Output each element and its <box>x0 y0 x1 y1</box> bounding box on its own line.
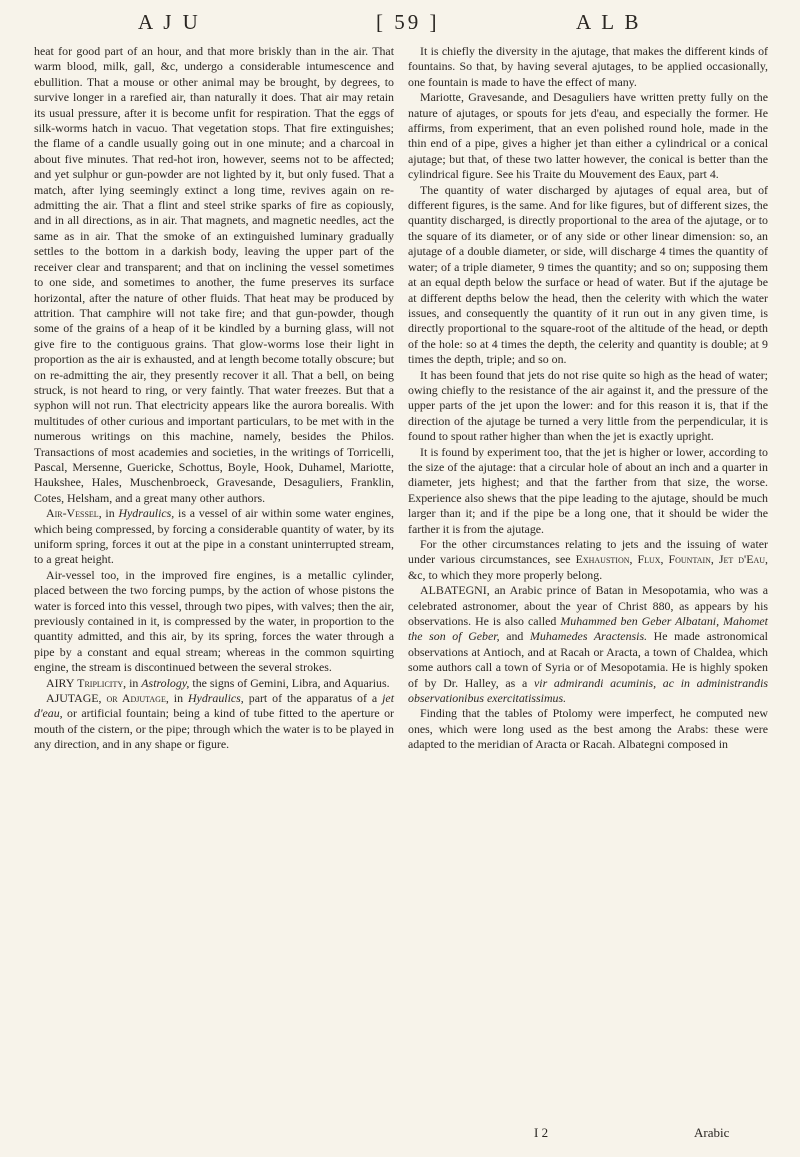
entry-term: AIRY <box>46 675 75 690</box>
entry-term: Air-Vessel, <box>46 506 102 521</box>
left-column <box>34 44 394 753</box>
page-number: [ 59 ] <box>376 10 440 34</box>
paragraph: Mariotte, Gravesande, and Desaguliers have written pretty fully on the nature of ajutages, or spouts for jets d'eau, and especially the former. He affirms, from experiment, that an even polished round hole, made in the thin end of a pipe, gives a higher jet than either a cylindrical or a conical ajutage; but that, of these two latter however, the conical is better than the cylindrical figure. See his Traite du Mouvement des Eaux, part 4. <box>408 90 768 182</box>
paragraph: For the other circumstances relating to jets and the issuing of water under various circumstances, see Exhaustion, Flux, Fountain, Jet d'Eau, &c, to which they more properly belong. <box>408 537 768 582</box>
entry-term: ALBATEGNI, <box>420 583 490 598</box>
paragraph: heat for good part of an hour, and that more briskly than in the air. That warm blood, milk, gall, &c, undergo a considerable intumescence and ebullition. That a mouse or other animal may be brought, by degrees, to survive longer in a rarefied air, than naturally it does. That air may retain its usual pressure, after it is become unfit for respiration. That the eggs of silk-worms hatch in vacuo. That vegetation stops. That fire extinguishes; the flame of a candle usually going out in one minute; and a charcoal in about five minutes. That red-hot iron, however, seems not to be affected; and yet sulphur or gun-powder are not lighted by it, but only fused. That a match, after lying seemingly extinct a long time, revives again on re-admitting the air. That a flint and steel strike sparks of fire as copiously, and in all directions, as in air. That magnets, and magnetic needles, act the same as in air. That the smoke of an extinguished luminary gradually settles to the bottom in a darkish body, leaving the upper part of the receiver clear and transparent; and that on inclining the vessel sometimes to one side, and sometimes to another, the fume preserves its surface horizontal, after the nature of other fluids. That heat may be produced by attrition. That camphire will not take fire; and that gun-powder, though some of the grains of a heap of it be kindled by a burning glass, will not give fire to the contiguous grains. That glow-worms lose their light in proportion as the air is exhausted, and at length become totally obscure; but on re-admitting the air, they presently recover it all. That a bell, on being struck, is not heard to ring, or very faintly. That water freezes. But that a syphon will not run. That electricity appears like the aurora borealis. With multitudes of other curious and important particulars, to be met with in the numerous writings on this machine, namely, besides the Philos. Transactions of most academies and societies, in the writings of Torricelli, Pascal, Mersenne, Guericke, Schottus, Boyle, Hook, Duhamel, Mariotte, Haukshee, Hales, Muschenbroeck, Gravesande, Desaguliers, Franklin, Cotes, Helsham, and a great many other authors. <box>34 44 394 505</box>
paragraph: The quantity of water discharged by ajutages of equal area, but of different figures, is the same. And for like figures, but of different sizes, the quantity discharged, is directly proportional to the area of the ajutage, or to the square of its diameter, or of any side or other linear dimension: so, an ajutage of a double diameter, or side, will discharge 4 times the quantity of water; of a triple diameter, 9 times the quantity; and so on; supposing them at an equal depth below the surface or head of water. But if the ajutage be at different depths below the head, then the celerity with which the water issues, and consequently the quantity of it run out in any given time, is directly proportional to the square-root of the altitude of the head, or depth of the hole: so at 4 times the depth, the celerity and quantity is double; at 9 times the depth, triple; and so on. <box>408 182 768 367</box>
cross-references: Exhaustion, Flux, Fountain, Jet d'Eau, <box>575 552 768 567</box>
paragraph: It is found by experiment too, that the jet is higher or lower, according to the size of the ajutage: that a circular hole of about an inch and a quarter in diameter, jets highest; and that the farther from that size, the worse. Experience also shews that the pipe leading to the ajutage, should be much larger than it; and if the pipe be a long one, that it should be wider the farther it is from the ajutage. <box>408 444 768 536</box>
paragraph: Finding that the tables of Ptolomy were imperfect, he computed new ones, which were long used as the best among the Arabs: these were adapted to the meridian of Aracta or Racah. Albategni composed in <box>408 706 768 752</box>
paragraph: Air-vessel too, in the improved fire engines, is a metallic cylinder, placed between the two forcing pumps, by the action of whose pistons the water is forced into this vessel, through two pipes, with valves; then the air, previously contained in it, is compressed by the water, in proportion to the quantity admitted, and this air, by its spring, forces the water through a pipe by a constant and equal stream; whereas in the common squirting engine, the stream is discontinued between the several strokes. <box>34 567 394 675</box>
header-right: A L B <box>576 10 642 34</box>
entry-ajutage: AJUTAGE, or Adjutage, in Hydraulics, part of the apparatus of a jet d'eau, or artificial fountain; being a kind of tube fitted to the aperture or mouth of the cistern, or the pipe; through which the water is to be played in any direction, and in any shape or figure. <box>34 691 394 752</box>
entry-albategni: ALBATEGNI, an Arabic prince of Batan in Mesopotamia, who was a celebrated astronomer, about the year of Christ 880, as appears by his observations. He is also called Muhammed ben Geber Albatani, Mahomet the son of Geber, and Muhamedes Aractensis. He made astronomical observations at Antioch, and at Racah or Aracta, a town of Chaldea, which some authors call a town of Syria or of Mesopotamia. He is highly spoken of by Dr. Halley, as a vir admirandi acuminis, ac in administrandis observationibus exercitatissimus. <box>408 583 769 706</box>
header-left: A J U <box>138 10 201 34</box>
catchword: Arabic <box>694 1125 730 1140</box>
right-column <box>408 44 768 753</box>
entry-air-vessel: Air-Vessel, in Hydraulics, is a vessel of air within some water engines, which being compressed, by forcing a considerable quantity of water, by its uniform spring, forces it out at the pipe in a constant uninterrupted stream, to a great height. <box>34 506 394 567</box>
entry-term: AJUTAGE, <box>46 691 102 706</box>
paragraph: It has been found that jets do not rise quite so high as the head of water; owing chiefly to the resistance of the air against it, and the pressure of the upper parts of the jet upon the lower: and for this reason it is, that if the direction of the ajutage be turned a very little from the perpendicular, it is found to spout rather higher than when the jet is exactly upright. <box>408 367 768 444</box>
entry-airy-triplicity: AIRY Triplicity, in Astrology, the signs of Gemini, Libra, and Aquarius. <box>46 675 390 690</box>
signature-mark: I 2 <box>534 1125 549 1140</box>
paragraph: It is chiefly the diversity in the ajutage, that makes the different kinds of fountains. So that, by having several ajutages, to be applied occasionally, one fountain is made to have the effect of many. <box>408 44 768 89</box>
running-header <box>0 10 800 40</box>
